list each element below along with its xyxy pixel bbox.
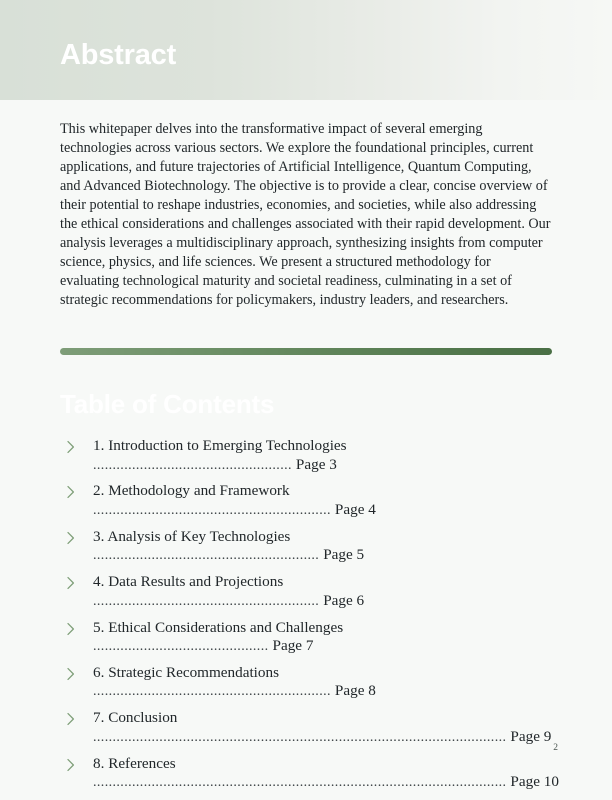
chevron-right-icon <box>64 620 78 638</box>
toc-entry[interactable] <box>60 482 560 520</box>
toc-leader-dots: .......................................................................................................... <box>93 775 507 791</box>
chevron-right-icon <box>64 574 78 592</box>
toc-entry-leader-row <box>93 501 560 521</box>
toc-entry[interactable] <box>60 619 560 657</box>
toc-entry[interactable] <box>60 528 560 566</box>
toc-entry-label: 7. Conclusion <box>93 709 178 727</box>
toc-entry-leader-row <box>93 456 560 476</box>
toc-entry-page-number: Page 6 <box>323 591 365 609</box>
chevron-right-icon <box>64 665 78 683</box>
table-of-contents-heading: Table of Contents <box>60 389 275 419</box>
toc-entry-page-number: Page 5 <box>323 546 365 564</box>
chevron-right-icon <box>64 710 78 728</box>
toc-entry-leader-row <box>93 728 560 748</box>
toc-leader-dots: ............................................................. <box>93 684 331 700</box>
page-title: Abstract <box>60 39 177 71</box>
toc-entry-page-number: Page 8 <box>334 682 376 700</box>
section-divider <box>60 348 552 355</box>
toc-entry[interactable] <box>60 709 560 747</box>
toc-entry-page-number: Page 4 <box>334 500 376 518</box>
toc-entry-leader-row <box>93 682 560 702</box>
toc-leader-dots: ............................................................. <box>93 502 331 518</box>
section-header-band <box>0 0 612 100</box>
toc-leader-dots: .......................................................... <box>93 548 320 564</box>
toc-entry-page-number: Page 3 <box>295 455 337 473</box>
toc-entry[interactable] <box>60 573 560 611</box>
table-of-contents-list <box>60 437 560 800</box>
toc-entry-leader-row <box>93 773 560 793</box>
abstract-paragraph: This whitepaper delves into the transformative impact of several emerging technologies across various sectors. We explore the foundational principles, current applications, and future trajectories of Artificial Intelligence, Quantum Computing, and Advanced Biotechnology. The objective is to provide a clear, concise overview of their potential to reshape industries, economies, and societies, while also addressing the ethical considerations and challenges associated with their rapid development. Our analysis leverages a multidisciplinary approach, synthesizing insights from computer science, physics, and life sciences. We present a structured methodology for evaluating technological maturity and societal readiness, culminating in a set of strategic recommendations for policymakers, industry leaders, and researchers. <box>60 121 551 308</box>
toc-entry-label: 4. Data Results and Projections <box>93 573 284 591</box>
toc-entry-label: 2. Methodology and Framework <box>93 482 290 500</box>
toc-entry-page-number: Page 7 <box>272 637 314 655</box>
toc-entry-leader-row <box>93 546 560 566</box>
toc-leader-dots: .......................................................................................................... <box>93 729 507 745</box>
chevron-right-icon <box>64 483 78 501</box>
toc-entry[interactable] <box>60 755 560 793</box>
toc-entry-label: 6. Strategic Recommendations <box>93 663 280 681</box>
toc-entry-page-number: Page 10 <box>510 773 559 791</box>
toc-entry-label: 3. Analysis of Key Technologies <box>93 527 291 545</box>
toc-leader-dots: .......................................................... <box>93 593 320 609</box>
toc-entry-leader-row <box>93 637 560 657</box>
toc-leader-dots: ............................................. <box>93 639 269 655</box>
chevron-right-icon <box>64 438 78 456</box>
chevron-right-icon <box>64 756 78 774</box>
toc-leader-dots: ................................................... <box>93 457 292 473</box>
toc-entry-label: 5. Ethical Considerations and Challenges <box>93 618 344 636</box>
toc-entry[interactable] <box>60 437 560 475</box>
toc-entry-label: 8. References <box>93 754 176 772</box>
footer-page-number: 2 <box>553 743 558 753</box>
chevron-right-icon <box>64 529 78 547</box>
toc-entry-leader-row <box>93 592 560 612</box>
toc-entry[interactable] <box>60 664 560 702</box>
toc-entry-label: 1. Introduction to Emerging Technologies <box>93 437 347 454</box>
toc-entry-page-number: Page 9 <box>510 727 552 745</box>
